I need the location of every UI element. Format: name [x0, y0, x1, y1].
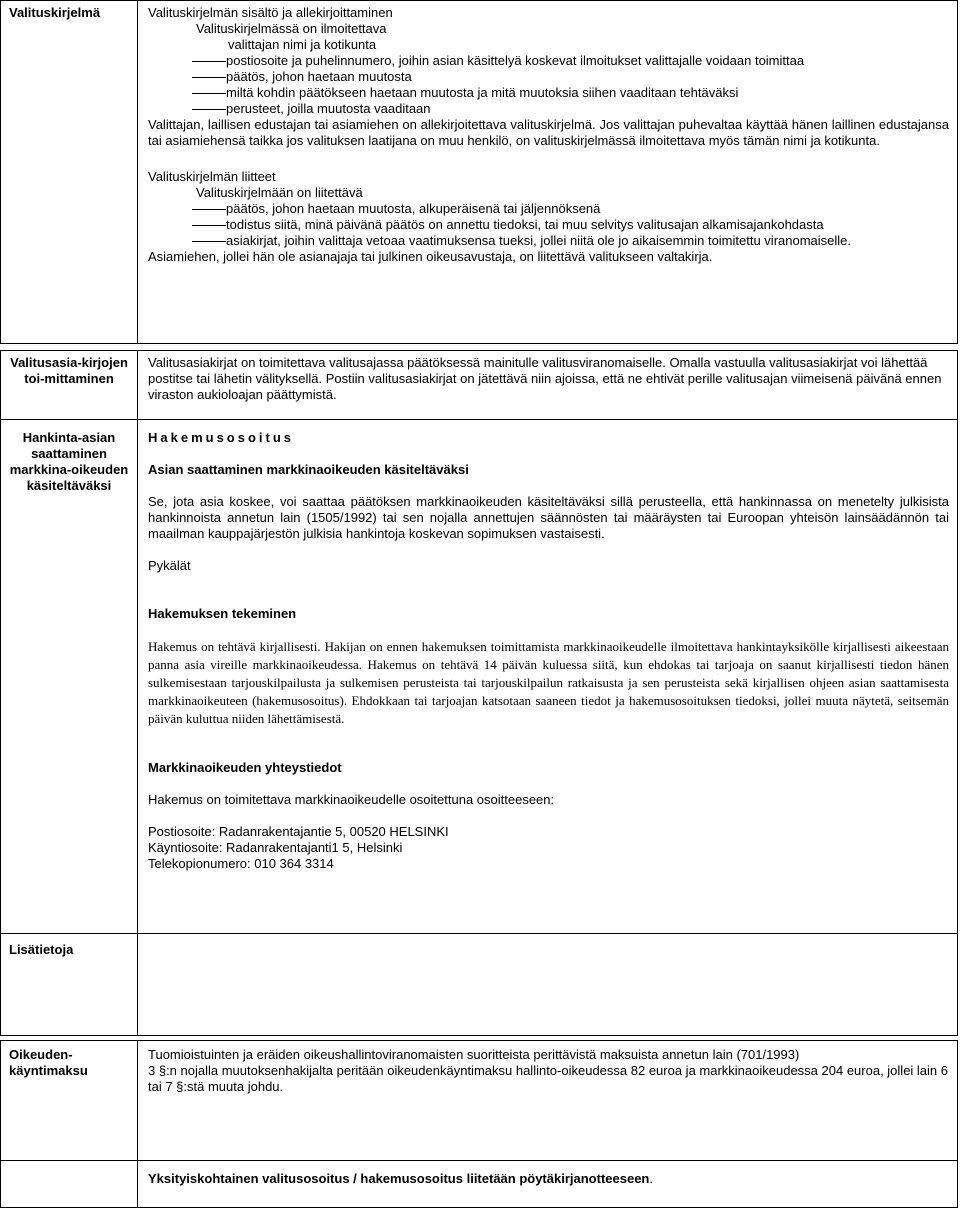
subheading: Valituskirjelmässä on ilmoitettava [196, 21, 387, 36]
dash-item: postiosoite ja puhelinnumero, joihin asian käsittelyä koskevat ilmoitukset valittajalle voidaan toimittaa [148, 53, 949, 69]
paragraph: Hakemus on tehtävä kirjallisesti. Hakijan on ennen hakemuksen toimittamista markkinaoikeudelle ilmoitettava hankintayksikölle kirjallisesti aikeestaan panna asia vireille markkinaoikeudessa. Hakemus on tehtävä 14 päivän kuluessa siitä, kun ehdokas tai tarjoaja on saanut kirjallisesti tiedon hänen sulkemisestaan tarjouskilpailusta ja sulkemisen perusteista tai tarjouskilpailun ratkaisusta ja sen perusteista sekä kirjallisen ohjeen asian saattamisesta markkinaoikeuteen (hakemusosoitus). Ehdokkaan tai tarjoajan katsotaan saaneen tiedot ja hakemusosoituksen tiedoksi, jollei muuta näytetä, seitsemän päivän kuluttua niiden lähettämisestä. [148, 639, 949, 726]
section-oikeudenkayntimaksu [0, 1040, 958, 1161]
section-footer-note [0, 1161, 958, 1208]
list-item: valittajan nimi ja kotikunta [228, 37, 377, 52]
section-label: Valitusasia-kirjojen toi-mittaminen [1, 351, 138, 419]
dash-item: asiakirjat, joihin valittaja vetoaa vaatimuksensa tueksi, jollei niitä ole jo aikaisemmin toimitettu viranomaiselle. [148, 233, 949, 249]
paragraph: Se, jota asia koskee, voi saattaa päätöksen markkinaoikeuden käsiteltäväksi sillä perusteella, että hankinnassa on menetelty julkisista hankinnoista annetun lain (1505/1992) tai sen nojalla annettujen säännösten tai määräysten tai Euroopan yhteisön lainsäädännön tai maailman kauppajärjestön julkisia hankintoja koskevan sopimuksen vastaisesti. [148, 494, 949, 541]
paragraph: Hakemus on toimitettava markkinaoikeudelle osoitettuna osoitteeseen: [148, 792, 555, 807]
dash-item: perusteet, joilla muutosta vaaditaan [148, 101, 949, 117]
paragraph: Asiamiehen, jollei hän ole asianajaja tai julkinen oikeusavustaja, on liitettävä valitukseen valtakirja. [148, 249, 713, 264]
section-label: Valituskirjelmä [1, 1, 138, 343]
section-label: Hankinta-asian saattaminen markkina-oikeuden käsiteltäväksi [1, 420, 138, 933]
heading: Hakemuksen tekeminen [148, 606, 297, 621]
section-label-empty [1, 1161, 138, 1207]
dash-item: päätös, johon haetaan muutosta [148, 69, 949, 85]
paragraph: 3 §:n nojalla muutoksenhakijalta peritään oikeudenkäyntimaksu hallinto-oikeudessa 82 euroa ja markkinaoikeudessa 204 euroa, jollei lain 6 tai 7 §:stä muuta johdu. [148, 1063, 949, 1094]
title: Hakemusosoitus [148, 430, 295, 445]
footer-period: . [649, 1171, 653, 1186]
heading: Markkinaoikeuden yhteystiedot [148, 760, 342, 775]
dash-marker [148, 201, 226, 217]
heading: Valituskirjelmän sisältö ja allekirjoittaminen [148, 5, 393, 20]
dash-marker [148, 101, 226, 117]
section-content [148, 1171, 949, 1187]
dash-item: miltä kohdin päätökseen haetaan muutosta ja mitä muutoksia siihen vaaditaan tehtäväksi [148, 85, 949, 101]
section-lisatietoja [0, 934, 958, 1036]
attachments-subheading: Valituskirjelmään on liitettävä [196, 185, 363, 200]
section-hankinta-asia [0, 419, 958, 934]
pykalat: Pykälät [148, 558, 191, 573]
address-line: Käyntiosoite: Radanrakentajanti1 5, Helsinki [148, 840, 403, 855]
section-label: Oikeuden-käyntimaksu [1, 1041, 138, 1160]
dash-marker [148, 217, 226, 233]
subtitle: Asian saattaminen markkinaoikeuden käsiteltäväksi [148, 462, 469, 477]
dash-marker [148, 233, 226, 249]
dash-item: todistus siitä, minä päivänä päätös on annettu tiedoksi, tai muu selvitys valitusajan alkamisajankohdasta [148, 217, 949, 233]
section-content [148, 1047, 949, 1095]
paragraph: Valittajan, laillisen edustajan tai asiamiehen on allekirjoitettava valituskirjelmä. Jos valittajan puhevaltaa käyttää hänen laillinen edustajansa tai asiamiehensä taikka jos valituksen laatijana on muu henkilö, on valituskirjelmässä ilmoitettava myös tämän nimi ja kotikunta. [148, 117, 949, 148]
section-content [148, 430, 949, 872]
address-line: Telekopionumero: 010 364 3314 [148, 856, 334, 871]
section-content [148, 355, 949, 403]
section-valituskirjelma [0, 0, 958, 344]
dash-marker [148, 53, 226, 69]
section-label: Lisätietoja [1, 934, 138, 1035]
footer-note: Yksityiskohtainen valitusosoitus / hakemusosoitus liitetään pöytäkirjanotteeseen [148, 1171, 650, 1186]
dash-marker [148, 85, 226, 101]
dash-marker [148, 69, 226, 85]
paragraph: Tuomioistuinten ja eräiden oikeushallintoviranomaisten suoritteista perittävistä maksuista annetun lain (701/1993) [148, 1047, 800, 1062]
address-line: Postiosoite: Radanrakentajantie 5, 00520 HELSINKI [148, 824, 449, 839]
paragraph: Valitusasiakirjat on toimitettava valitusajassa päätöksessä mainitulle valitusviranomaiselle. Omalla vastuulla valitusasiakirjat voi lähettää postitse tai lähetin välityksellä. Postiin valitusasiakirjat on jätettävä niin ajoissa, että ne ehtivät perille valitusajan viimeisenä päivänä ennen viraston aukioloajan päättymistä. [148, 355, 942, 402]
attachments-heading: Valituskirjelmän liitteet [148, 169, 276, 184]
section-toimittaminen [0, 350, 958, 419]
dash-item: päätös, johon haetaan muutosta, alkuperäisenä tai jäljennöksenä [148, 201, 949, 217]
section-content [148, 5, 949, 265]
